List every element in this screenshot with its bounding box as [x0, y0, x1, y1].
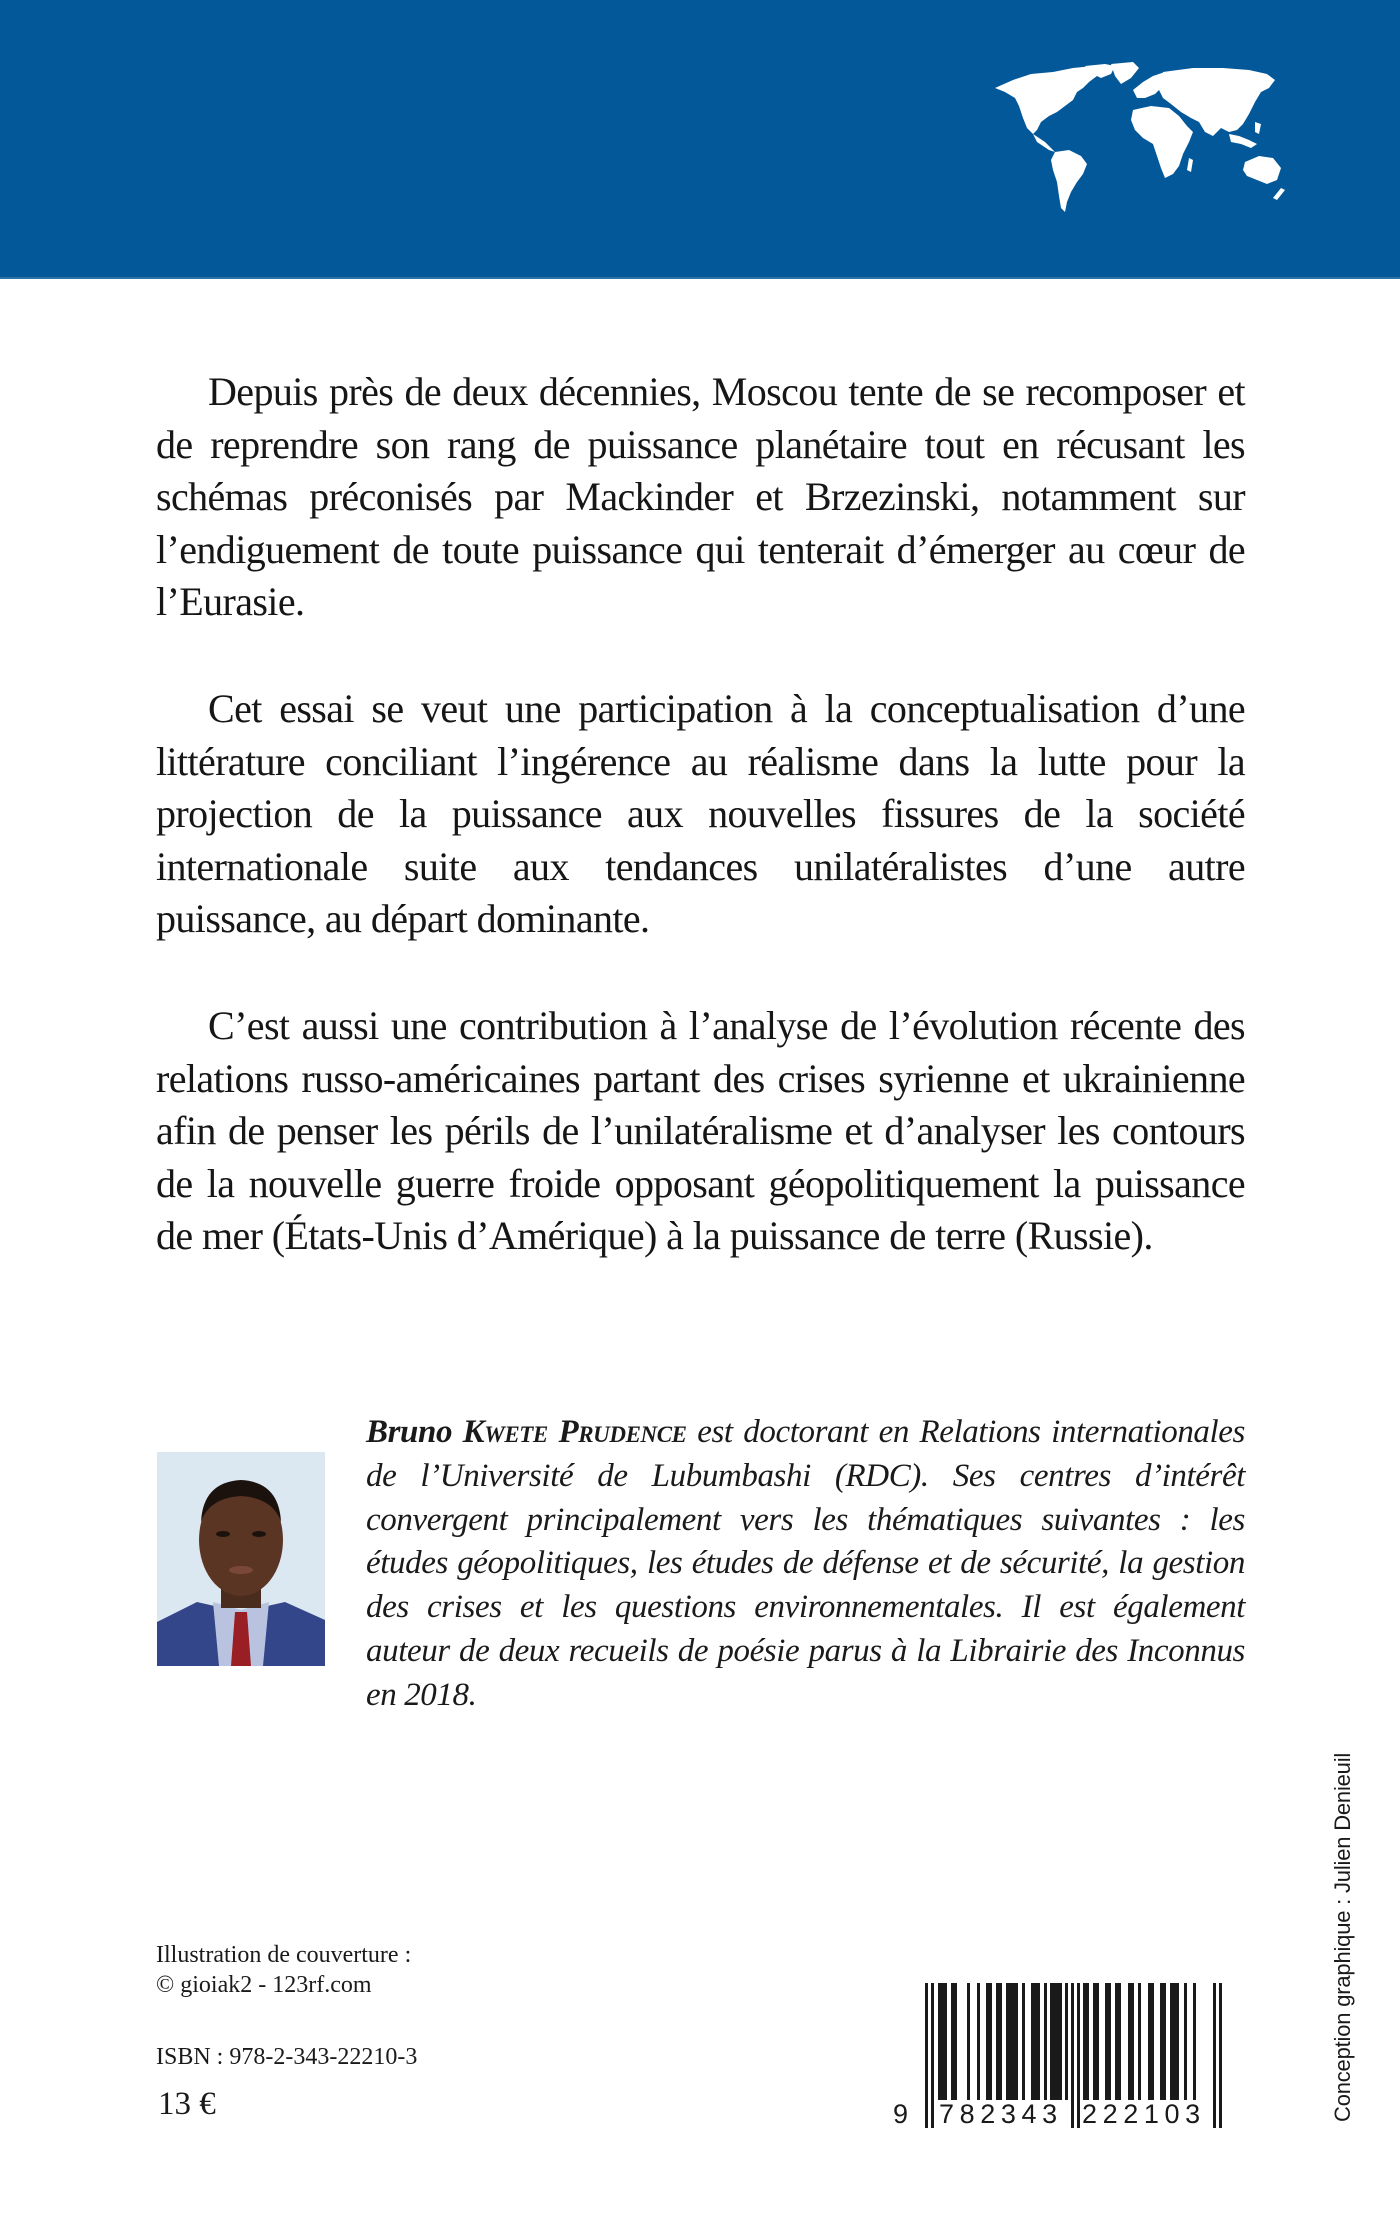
author-name: Bruno Kwete Prudence: [366, 1414, 687, 1450]
illustration-label: Illustration de couverture :: [156, 1942, 412, 1968]
blurb-paragraph-2: Cet essai se veut une participation à la conceptualisation d’une littérature conciliant l’ingérence au réalisme dans la lutte pour la projection de la puissance aux nouvelles fissures de la société internationale suite aux tendances unilatéralistes d’une autre puissance, au départ dominante.: [156, 686, 1245, 941]
barcode-right-digits: 222103: [1082, 2099, 1206, 2129]
design-credit: Conception graphique : Julien Denieuil: [1330, 1752, 1355, 2122]
blurb-paragraph-1: Depuis près de deux décennies, Moscou tente de se recomposer et de reprendre son rang de puissance planétaire tout en récusant les schémas préconisés par Mackinder et Brzezinski, notamment sur l’endiguement de toute puissance qui tenterait d’émerger au cœur de l’Eurasie.: [156, 369, 1245, 624]
blurb-paragraph-3: C’est aussi une contribution à l’analyse de l’évolution récente des relations russo-américaines partant des crises syrienne et ukrainienne afin de penser les périls de l’unilatéralisme et d’analyser les contours de la nouvelle guerre froide opposant géopolitiquement la puissance de mer (États-Unis d’Amérique) à la puissance de terre (Russie).: [156, 1003, 1245, 1258]
header-band: [0, 0, 1400, 279]
author-photo: [157, 1452, 325, 1666]
illustration-source: © gioiak2 - 123rf.com: [156, 1972, 372, 1998]
cover-illustration-credit: [156, 1940, 411, 2000]
barcode-first-digit: 9: [893, 2099, 914, 2129]
author-bio-text: est doctorant en Relations internationales de l’Université de Lubumbashi (RDC). Ses centres d’intérêt convergent principalement vers les thématiques suivantes : les études géopolitiques, les études de défense et de sécurité, la gestion des crises et les questions environnementales. Il est également auteur de deux recueils de poésie parus à la Librairie des Inconnus en 2018.: [366, 1414, 1245, 1713]
price: 13 €: [158, 2086, 216, 2122]
author-bio: [366, 1411, 1245, 1718]
world-map-icon: [993, 62, 1289, 216]
barcode-left-digits: 782343: [939, 2099, 1063, 2129]
isbn: ISBN : 978-2-343-22210-3: [156, 2044, 418, 2070]
